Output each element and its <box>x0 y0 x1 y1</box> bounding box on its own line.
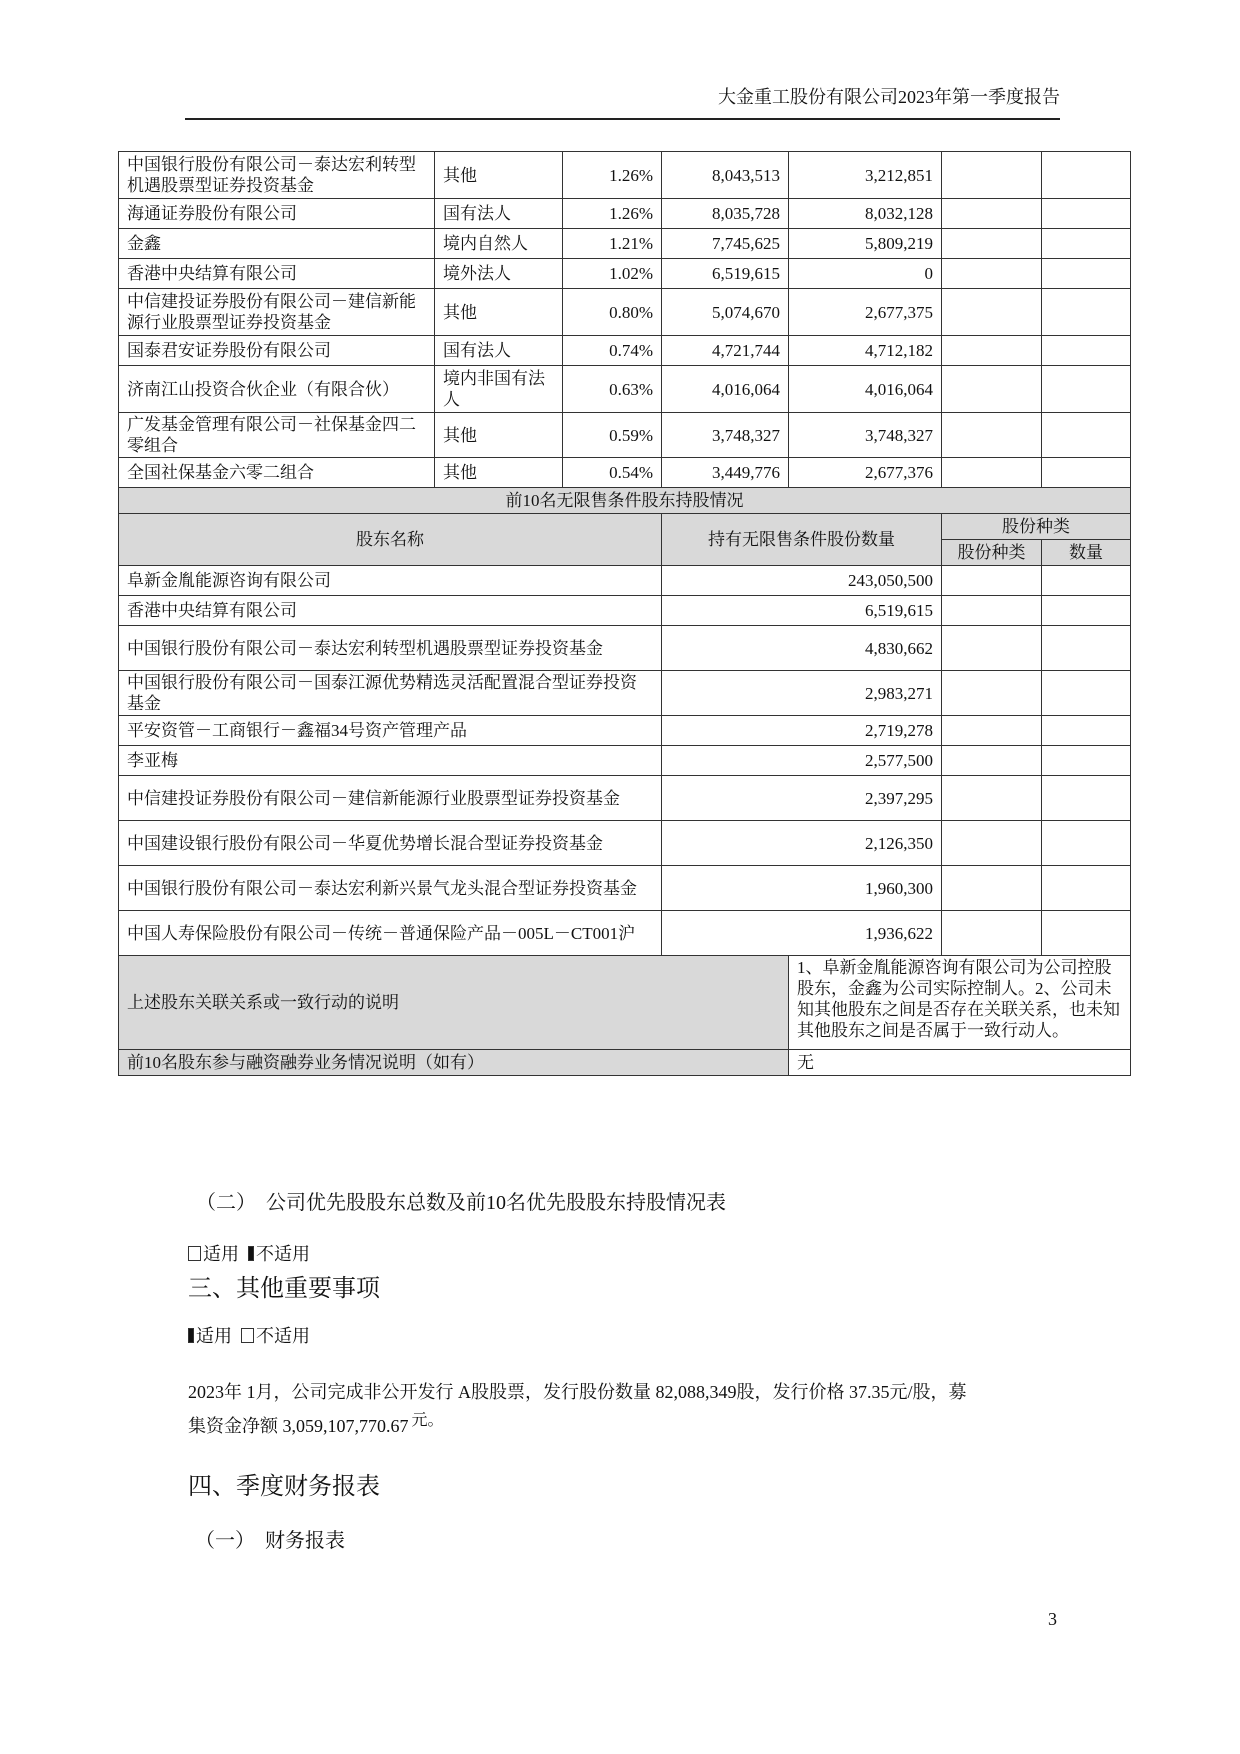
unrestricted-section-title: 前10名无限售条件股东持股情况 <box>119 488 1131 514</box>
other-matters-paragraph-line2 <box>188 1412 444 1438</box>
holder-type: 境外法人 <box>435 259 563 289</box>
holder-name: 中国建设银行股份有限公司－华夏优势增长混合型证券投资基金 <box>119 821 662 866</box>
table-row <box>119 746 1131 776</box>
share-kind <box>942 911 1042 956</box>
unrestricted-qty: 2,983,271 <box>662 671 942 716</box>
holder-name: 李亚梅 <box>119 746 662 776</box>
share-count <box>1042 671 1131 716</box>
holder-pct: 0.63% <box>563 366 662 413</box>
table-row <box>119 229 1131 259</box>
col-unrestricted-qty: 持有无限售条件股份数量 <box>662 514 942 566</box>
share-count <box>1042 776 1131 821</box>
unit-text: 元。 <box>411 1412 444 1429</box>
pledge-status <box>942 289 1042 336</box>
holder-pct: 0.74% <box>563 336 662 366</box>
net-proceeds-text: 集资金净额 3,059,107,770.67 <box>188 1416 409 1436</box>
table-row <box>119 626 1131 671</box>
col-share-count: 数量 <box>1042 540 1131 566</box>
unrestricted-qty: 2,719,278 <box>662 716 942 746</box>
table-row <box>119 152 1131 199</box>
share-count <box>1042 596 1131 626</box>
other-matters-heading: 三、其他重要事项 <box>188 1276 380 1302</box>
holder-name: 中国银行股份有限公司－泰达宏利新兴景气龙头混合型证券投资基金 <box>119 866 662 911</box>
holder-shares: 6,519,615 <box>662 259 789 289</box>
other-matters-options <box>188 1322 310 1348</box>
relation-label: 上述股东关联关系或一致行动的说明 <box>119 956 789 1050</box>
page-header <box>185 86 1060 120</box>
pledge-count <box>1042 259 1131 289</box>
report-title: 大金重工股份有限公司2023年第一季度报告 <box>718 87 1060 107</box>
table-row <box>119 259 1131 289</box>
unrestricted-qty: 4,830,662 <box>662 626 942 671</box>
table-row <box>119 716 1131 746</box>
holder-pct: 0.59% <box>563 413 662 458</box>
not-applicable-label: 不适用 <box>256 1244 310 1264</box>
holder-type: 国有法人 <box>435 199 563 229</box>
holder-pct: 1.26% <box>563 199 662 229</box>
holder-name: 金鑫 <box>119 229 435 259</box>
share-count <box>1042 626 1131 671</box>
holder-pct: 0.54% <box>563 458 662 488</box>
holder-shares: 3,748,327 <box>662 413 789 458</box>
holder-restricted: 0 <box>789 259 942 289</box>
margin-row <box>119 1050 1131 1076</box>
pledge-status <box>942 366 1042 413</box>
margin-text: 无 <box>789 1050 1131 1076</box>
unrestricted-qty: 243,050,500 <box>662 566 942 596</box>
table-row <box>119 821 1131 866</box>
financial-heading: 四、季度财务报表 <box>188 1474 380 1500</box>
pledge-count <box>1042 336 1131 366</box>
holder-name: 全国社保基金六零二组合 <box>119 458 435 488</box>
share-kind <box>942 626 1042 671</box>
holder-pct: 1.21% <box>563 229 662 259</box>
shareholder-table <box>118 151 1131 1076</box>
share-kind <box>942 566 1042 596</box>
holder-shares: 4,016,064 <box>662 366 789 413</box>
holder-name: 阜新金胤能源咨询有限公司 <box>119 566 662 596</box>
holder-name: 济南江山投资合伙企业（有限合伙） <box>119 366 435 413</box>
unrestricted-qty: 1,936,622 <box>662 911 942 956</box>
holder-name: 海通证券股份有限公司 <box>119 199 435 229</box>
share-kind <box>942 866 1042 911</box>
table-row <box>119 566 1131 596</box>
table-row <box>119 366 1131 413</box>
not-applicable-label: 不适用 <box>256 1326 310 1346</box>
share-count <box>1042 911 1131 956</box>
pledge-status <box>942 413 1042 458</box>
pledge-count <box>1042 458 1131 488</box>
table-row <box>119 413 1131 458</box>
unrestricted-qty: 2,126,350 <box>662 821 942 866</box>
checkbox-icon <box>241 1328 254 1343</box>
financial-subheading: （一） 财务报表 <box>195 1530 345 1552</box>
share-kind <box>942 776 1042 821</box>
holder-shares: 3,449,776 <box>662 458 789 488</box>
holder-shares: 8,043,513 <box>662 152 789 199</box>
holder-shares: 4,721,744 <box>662 336 789 366</box>
table-row <box>119 776 1131 821</box>
pledge-status <box>942 336 1042 366</box>
section-header-row <box>119 488 1131 514</box>
share-count <box>1042 821 1131 866</box>
holder-name: 中国银行股份有限公司－国泰江源优势精选灵活配置混合型证券投资基金 <box>119 671 662 716</box>
holder-restricted: 3,212,851 <box>789 152 942 199</box>
holder-type: 其他 <box>435 152 563 199</box>
applicable-label: 适用 <box>203 1244 239 1264</box>
holder-type: 境内自然人 <box>435 229 563 259</box>
holder-name: 广发基金管理有限公司－社保基金四二零组合 <box>119 413 435 458</box>
pledge-status <box>942 259 1042 289</box>
holder-name: 平安资管－工商银行－鑫福34号资产管理产品 <box>119 716 662 746</box>
share-count <box>1042 566 1131 596</box>
pledge-count <box>1042 199 1131 229</box>
preferred-heading: （二） 公司优先股股东总数及前10名优先股股东持股情况表 <box>196 1192 726 1214</box>
table-row <box>119 671 1131 716</box>
relation-text: 1、阜新金胤能源咨询有限公司为公司控股股东，金鑫为公司实际控制人。2、公司未知其他股东之间是否存在关联关系，也未知其他股东之间是否属于一致行动人。 <box>789 956 1131 1050</box>
table-row <box>119 458 1131 488</box>
table-row <box>119 596 1131 626</box>
pledge-count <box>1042 289 1131 336</box>
pledge-count <box>1042 366 1131 413</box>
unrestricted-qty: 2,397,295 <box>662 776 942 821</box>
holder-type: 其他 <box>435 413 563 458</box>
holder-restricted: 2,677,375 <box>789 289 942 336</box>
share-count <box>1042 746 1131 776</box>
holder-name: 中国银行股份有限公司－泰达宏利转型机遇股票型证券投资基金 <box>119 152 435 199</box>
pledge-count <box>1042 152 1131 199</box>
holder-name: 中国人寿保险股份有限公司－传统－普通保险产品－005L－CT001沪 <box>119 911 662 956</box>
holder-name: 香港中央结算有限公司 <box>119 259 435 289</box>
holder-name: 中信建投证券股份有限公司－建信新能源行业股票型证券投资基金 <box>119 776 662 821</box>
holder-name: 中国银行股份有限公司－泰达宏利转型机遇股票型证券投资基金 <box>119 626 662 671</box>
share-kind <box>942 596 1042 626</box>
unrestricted-qty: 2,577,500 <box>662 746 942 776</box>
col-holder-name: 股东名称 <box>119 514 662 566</box>
holder-restricted: 2,677,376 <box>789 458 942 488</box>
table-row <box>119 289 1131 336</box>
checkbox-checked-icon <box>188 1328 194 1343</box>
share-kind <box>942 821 1042 866</box>
holder-shares: 5,074,670 <box>662 289 789 336</box>
share-kind <box>942 716 1042 746</box>
holder-restricted: 3,748,327 <box>789 413 942 458</box>
checkbox-checked-icon <box>248 1246 254 1261</box>
holder-restricted: 8,032,128 <box>789 199 942 229</box>
holder-type: 其他 <box>435 289 563 336</box>
table-row <box>119 866 1131 911</box>
share-count <box>1042 716 1131 746</box>
table-row <box>119 336 1131 366</box>
unrestricted-qty: 6,519,615 <box>662 596 942 626</box>
pledge-status <box>942 199 1042 229</box>
pledge-count <box>1042 413 1131 458</box>
holder-name: 中信建投证券股份有限公司－建信新能源行业股票型证券投资基金 <box>119 289 435 336</box>
holder-pct: 0.80% <box>563 289 662 336</box>
holder-restricted: 4,016,064 <box>789 366 942 413</box>
table-row <box>119 199 1131 229</box>
col-share-kind-group: 股份种类 <box>942 514 1131 540</box>
applicable-label: 适用 <box>196 1326 232 1346</box>
holder-type: 国有法人 <box>435 336 563 366</box>
pledge-status <box>942 229 1042 259</box>
unrestricted-qty: 1,960,300 <box>662 866 942 911</box>
share-kind <box>942 671 1042 716</box>
share-kind <box>942 746 1042 776</box>
holder-type: 其他 <box>435 458 563 488</box>
holder-type: 境内非国有法人 <box>435 366 563 413</box>
margin-label: 前10名股东参与融资融券业务情况说明（如有） <box>119 1050 789 1076</box>
holder-name: 香港中央结算有限公司 <box>119 596 662 626</box>
relation-row <box>119 956 1131 1050</box>
preferred-options <box>188 1240 310 1266</box>
col-share-kind: 股份种类 <box>942 540 1042 566</box>
other-matters-paragraph-line1: 2023年 1月，公司完成非公开发行 A股股票，发行股份数量 82,088,349股，发行价格 37.35元/股，募 <box>188 1382 967 1402</box>
holder-pct: 1.02% <box>563 259 662 289</box>
holder-restricted: 5,809,219 <box>789 229 942 259</box>
holder-shares: 8,035,728 <box>662 199 789 229</box>
holder-name: 国泰君安证券股份有限公司 <box>119 336 435 366</box>
pledge-count <box>1042 229 1131 259</box>
holder-shares: 7,745,625 <box>662 229 789 259</box>
holder-pct: 1.26% <box>563 152 662 199</box>
checkbox-icon <box>188 1246 201 1261</box>
share-count <box>1042 866 1131 911</box>
table-row <box>119 911 1131 956</box>
holder-restricted: 4,712,182 <box>789 336 942 366</box>
column-header-row <box>119 514 1131 540</box>
pledge-status <box>942 152 1042 199</box>
pledge-status <box>942 458 1042 488</box>
page-number: 3 <box>1048 1609 1057 1629</box>
